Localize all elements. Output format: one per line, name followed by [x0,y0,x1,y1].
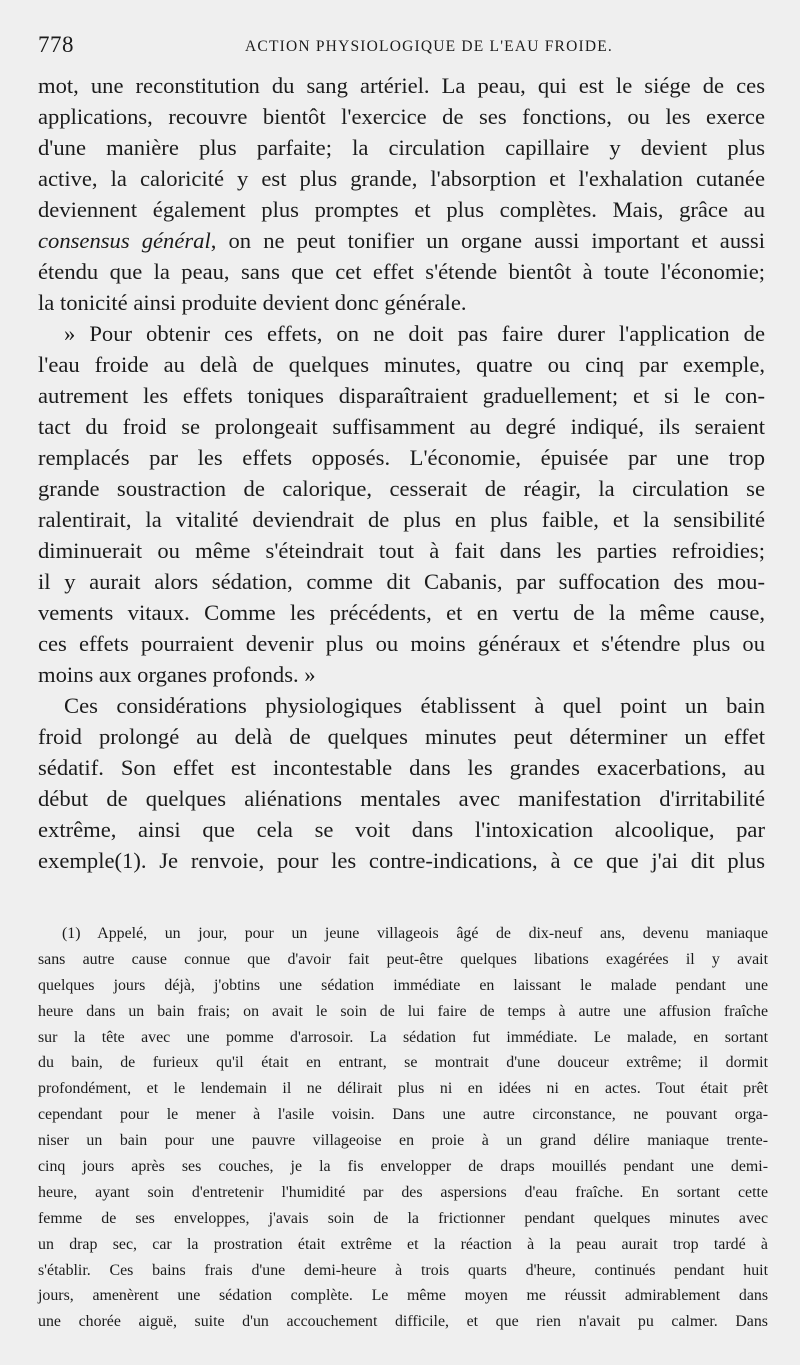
text-line: d'une manière plus parfaite; la circulation capillaire y devient plus [38,135,765,160]
footnote-line: un drap sec, car la prostration était extrême et la réaction à la peau aurait trop tardé à [38,1235,768,1253]
page-header [38,32,760,62]
text-line: ces effets pourraient devenir plus ou moins généraux et s'étendre plus ou [38,631,765,656]
text-line: moins aux organes profonds. » [38,662,316,687]
text-line: l'eau froide au delà de quelques minutes, quatre ou cinq par exemple, [38,352,765,377]
text-line-italic-phrase [38,225,765,256]
text-line: mot, une reconstitution du sang artériel. La peau, qui est le siége de ces [38,73,765,98]
footnote-line: sans autre cause connue que d'avoir fait peut-être quelques libations exagérées il y avait [38,950,768,968]
footnote-line: cinq jours après ses couches, je la fis envelopper de draps mouillés pendant une demi- [38,1158,768,1176]
text-line: autrement les effets toniques disparaîtraient graduellement; et si le con- [38,383,765,408]
text-line: il y aurait alors sédation, comme dit Cabanis, par suffocation des mou- [38,569,765,594]
footnote-line: quelques jours déjà, j'obtins une sédation immédiate en laissant le malade pendant une [38,976,768,994]
footnote-line: une chorée aiguë, suite d'un accouchement difficile, et que rien n'avait pu calmer. Dans [38,1313,768,1331]
text-line: début de quelques aliénations mentales avec manifestation d'irritabilité [38,786,765,811]
text-line: exemple(1). Je renvoie, pour les contre-indications, à ce que j'ai dit plus [38,848,765,873]
text-line: tact du froid se prolongeait suffisamment au degré indiqué, ils seraient [38,414,765,439]
footnote-line: jours, amenèrent une sédation complète. Le même moyen me réussit admirablement dans [38,1287,768,1305]
paragraph-2-quotation [38,318,765,690]
footnote-line: (1) Appelé, un jour, pour un jeune villageois âgé de dix-neuf ans, devenu maniaque [62,925,768,942]
footnote-line: sur la tête avec une pomme d'arrosoir. La sédation fut immédiate. Le malade, en sortant [38,1028,768,1046]
footnote-line: niser un bain pour une pauvre villageoise en proie à un grand délire maniaque trente- [38,1132,768,1150]
text-line: » Pour obtenir ces effets, on ne doit pas faire durer l'application de [64,321,765,346]
paragraph-1 [38,70,765,318]
text-line: froid prolongé au delà de quelques minutes peut déterminer un effet [38,724,765,749]
text-line: active, la caloricité y est plus grande, l'absorption et l'exhalation cutanée [38,166,765,191]
text-line: Ces considérations physiologiques établissent à quel point un bain [64,693,765,718]
page-number: 778 [38,32,74,57]
text-line: applications, recouvre bientôt l'exercice de ses fonctions, ou les exerce [38,104,765,129]
footnote-line: femme de ses enveloppes, j'avais soin de la frictionner pendant quelques minutes avec [38,1209,768,1227]
footnote-line: heure dans un bain frais; on avait le soin de lui faire de temps à autre une affusion fraîche [38,1002,768,1020]
text-line: la tonicité ainsi produite devient donc générale. [38,290,467,315]
main-text [38,70,765,876]
footnote [38,921,768,1335]
text-fragment: , on ne peut tonifier un organe aussi important et aussi [210,228,765,253]
running-head: ACTION PHYSIOLOGIQUE DE L'EAU FROIDE. [245,38,613,55]
footnote-line: profondément, et le lendemain il ne délirait plus ni en idées ni en actes. Tout était prêt [38,1080,768,1098]
text-line: grande soustraction de calorique, cesserait de réagir, la circulation se [38,476,765,501]
footnote-line: s'établir. Ces bains frais d'une demi-heure à trois quarts d'heure, continués pendant huit [38,1261,768,1279]
footnote-line: heure, ayant soin d'entretenir l'humidité par des aspersions d'eau fraîche. En sortant cette [38,1183,768,1201]
footnote-line: du bain, de furieux qu'il était en entrant, se montrait d'une douceur extrême; il dormit [38,1054,768,1072]
text-line: ralentirait, la vitalité deviendrait de plus en plus faible, et la sensibilité [38,507,765,532]
text-line: deviennent également plus promptes et plus complètes. Mais, grâce au [38,197,765,222]
text-line: vements vitaux. Comme les précédents, et en vertu de la même cause, [38,600,765,625]
text-line: remplacés par les effets opposés. L'économie, épuisée par une trop [38,445,765,470]
italic-phrase: consensus général [38,228,211,253]
text-line: extrême, ainsi que cela se voit dans l'intoxication alcoolique, par [38,817,765,842]
text-line: sédatif. Son effet est incontestable dans les grandes exacerbations, au [38,755,765,780]
text-line: diminuerait ou même s'éteindrait tout à fait dans les parties refroidies; [38,538,765,563]
paragraph-3 [38,690,765,876]
footnote-line: cependant pour le mener à l'asile voisin. Dans une autre circonstance, ne pouvant orga- [38,1106,768,1124]
text-line: étendu que la peau, sans que cet effet s'étende bientôt à toute l'économie; [38,259,765,284]
